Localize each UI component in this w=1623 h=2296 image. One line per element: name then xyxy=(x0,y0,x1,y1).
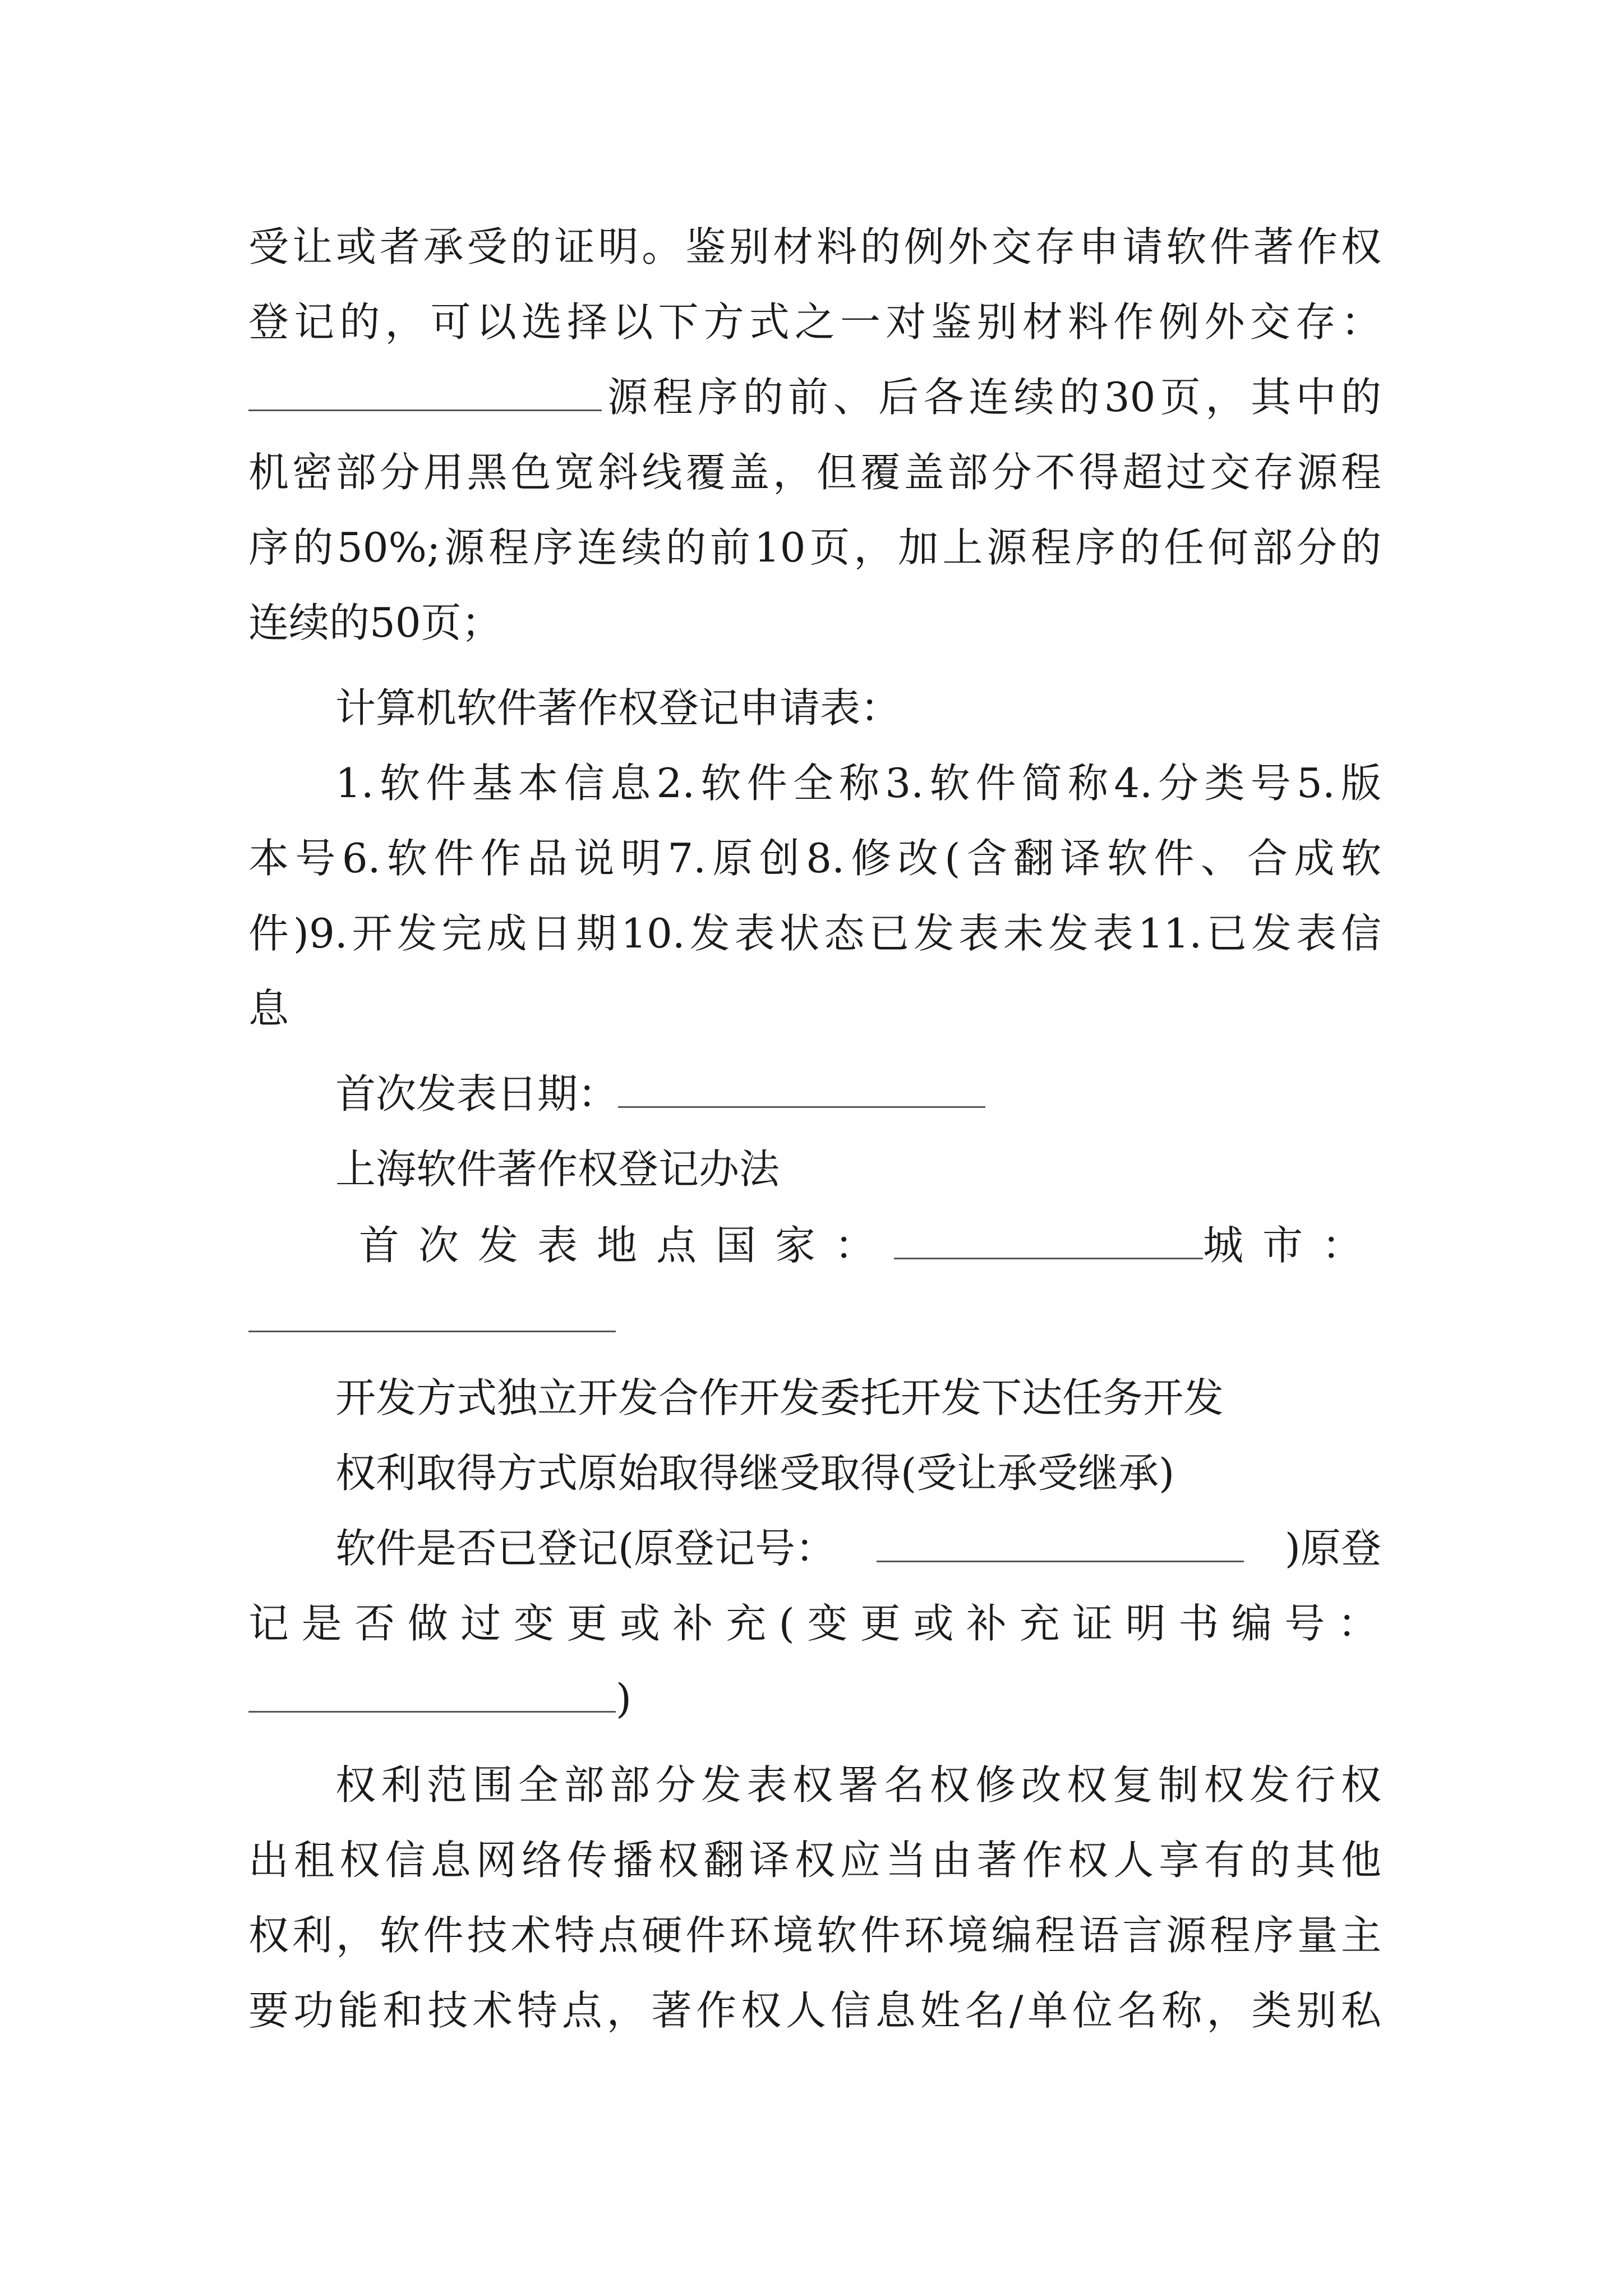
first-publish-date-blank xyxy=(618,1067,985,1108)
paragraph-line: 1.软件基本信息2.软件全称3.软件简称4.分类号5.版 xyxy=(335,760,1381,807)
paragraph-line xyxy=(335,1066,1381,1122)
paragraph-line: 连续的50页； xyxy=(248,599,502,646)
paragraph-line: 权利范围全部部分发表权署名权修改权复制权发行权 xyxy=(335,1761,1381,1809)
field-label: 首次发表地点国家： xyxy=(359,1222,895,1269)
paragraph-line xyxy=(248,1671,1381,1727)
city-blank xyxy=(248,1331,616,1332)
paragraph-line: 上海软件著作权登记办法 xyxy=(335,1145,780,1193)
paragraph-line: 计算机软件著作权登记申请表： xyxy=(335,684,901,731)
paragraph-line: 权利取得方式原始取得继受取得(受让承受继承) xyxy=(335,1450,1175,1497)
paragraph-line xyxy=(248,369,1381,425)
paragraph-line xyxy=(359,1217,1381,1273)
paragraph-line: 记是否做过变更或补充(变更或补充证明书编号： xyxy=(248,1600,1381,1647)
field-label: 软件是否已登记(原登记号： xyxy=(335,1525,836,1572)
paragraph-line: 本号6.软件作品说明7.原创8.修改(含翻译软件、合成软 xyxy=(248,835,1381,882)
fill-in-blank xyxy=(248,370,602,411)
country-blank xyxy=(894,1218,1203,1259)
paragraph-line: 机密部分用黑色宽斜线覆盖，但覆盖部分不得超过交存源程 xyxy=(248,449,1381,496)
paragraph-line: 件)9.开发完成日期10.发表状态已发表未发表11.已发表信 xyxy=(248,910,1381,957)
field-label: 城市： xyxy=(1202,1222,1381,1269)
paragraph-line: 出租权信息网络传播权翻译权应当由著作权人享有的其他 xyxy=(248,1837,1381,1884)
paragraph-line: 息 xyxy=(248,985,289,1032)
paragraph-line: 开发方式独立开发合作开发委托开发下达任务开发 xyxy=(335,1374,1224,1421)
paragraph-line: 受让或者承受的证明。鉴别材料的例外交存申请软件著作权 xyxy=(248,223,1381,270)
paragraph-text: )原登 xyxy=(1284,1525,1381,1572)
paragraph-line: 权利，软件技术特点硬件环境软件环境编程语言源程序量主 xyxy=(248,1912,1381,1959)
paragraph-line: 序的50%;源程序连续的前10页，加上源程序的任何部分的 xyxy=(248,524,1381,571)
paragraph-line xyxy=(335,1520,1381,1576)
paragraph-line: 登记的，可以选择以下方式之一对鉴别材料作例外交存： xyxy=(248,298,1381,346)
paragraph-text: 源程序的前、后各连续的30页，其中的 xyxy=(607,374,1381,421)
field-label: 首次发表日期： xyxy=(335,1070,619,1117)
paragraph-line: 要功能和技术特点，著作权人信息姓名/单位名称，类别私 xyxy=(248,1987,1381,2034)
registration-number-blank xyxy=(877,1521,1244,1562)
certificate-number-blank xyxy=(248,1672,616,1713)
paragraph-text: ) xyxy=(616,1675,632,1722)
